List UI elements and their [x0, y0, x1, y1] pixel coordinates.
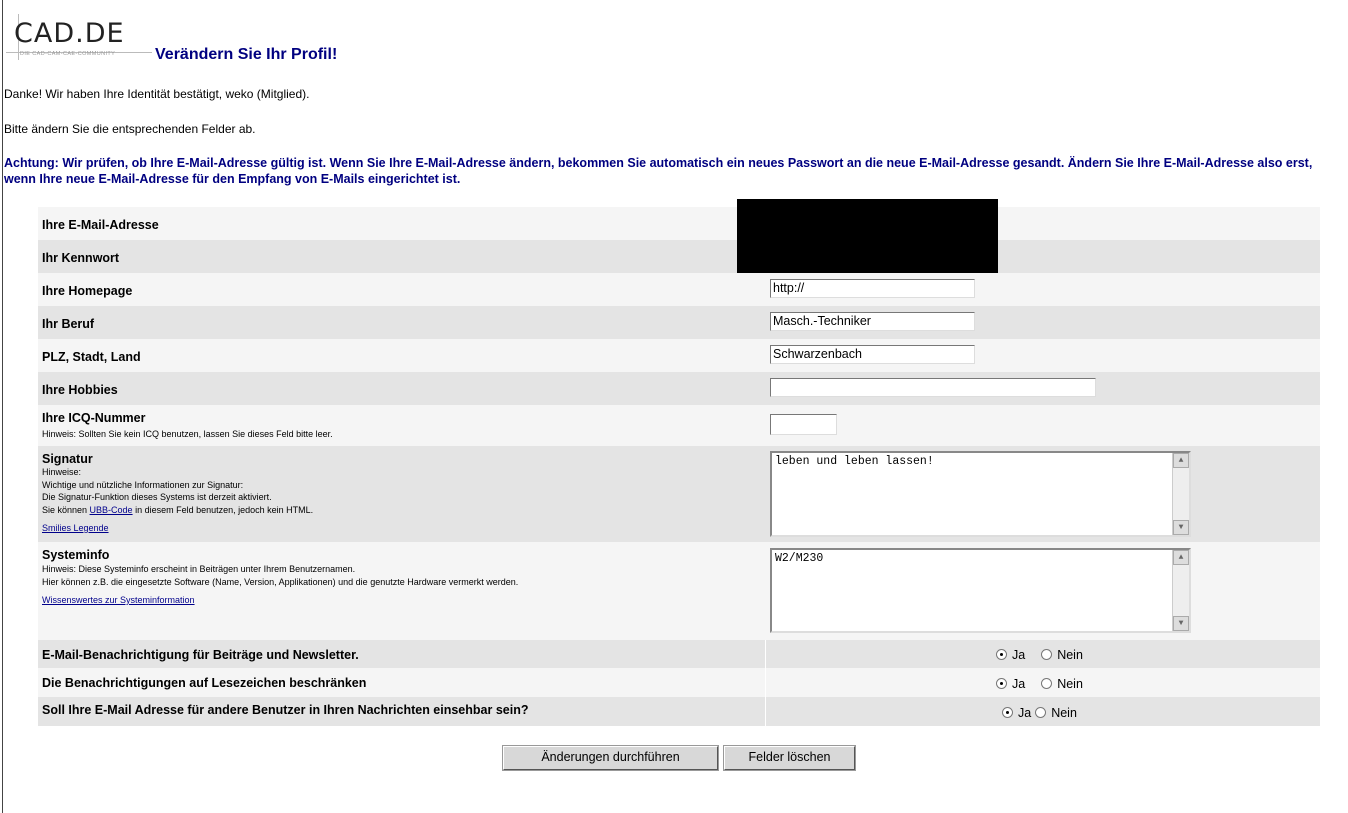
thanks-text: Danke! Wir haben Ihre Identität bestätigt, weko (Mitglied).	[4, 87, 310, 101]
visible-radio-group: Ja Nein	[1002, 706, 1085, 720]
row-job	[38, 306, 1320, 339]
scroll-up-icon[interactable]: ▲	[1173, 550, 1189, 565]
icq-hint: Hinweis: Sollten Sie kein ICQ benutzen, lassen Sie dieses Feld bitte leer.	[42, 429, 333, 439]
scroll-down-icon[interactable]: ▼	[1173, 616, 1189, 631]
homepage-label: Ihre Homepage	[42, 284, 133, 298]
sysinfo-scrollbar[interactable]	[1172, 550, 1189, 631]
notify-radio-group: Ja Nein	[996, 648, 1091, 662]
row-bookmarks	[38, 668, 1320, 697]
notify-yes-radio[interactable]	[996, 649, 1007, 660]
sysinfo-info-link[interactable]: Wissenswertes zur Systeminformation	[42, 595, 195, 605]
sysinfo-label: Systeminfo	[42, 548, 110, 562]
row-location	[38, 339, 1320, 372]
icq-label: Ihre ICQ-Nummer	[42, 411, 146, 425]
smilies-legend-link[interactable]: Smilies Legende	[42, 523, 109, 533]
hobbies-input[interactable]	[770, 378, 1096, 397]
scroll-up-icon[interactable]: ▲	[1173, 453, 1189, 468]
notify-no-radio[interactable]	[1041, 649, 1052, 660]
sysinfo-hint: Hinweis: Diese Systeminfo erscheint in Beiträgen unter Ihrem Benutzernamen. Hier können z.B. die eingesetzte Software (Name, Version, Applikationen) und die genutzte Hardware vermerkt werden.	[42, 564, 519, 587]
bookmarks-label: Die Benachrichtigungen auf Lesezeichen beschränken	[42, 676, 367, 690]
row-homepage	[38, 273, 1320, 306]
email-warning: Achtung: Wir prüfen, ob Ihre E-Mail-Adresse gültig ist. Wenn Sie Ihre E-Mail-Adresse ändern, bekommen Sie automatisch ein neues Passwort an die neue E-Mail-Adresse gesandt. Ändern Sie Ihre E-Mail-Adresse also erst, wenn Ihre neue E-Mail-Adresse für den Empfang von E-Mails eingerichtet ist.	[4, 156, 1313, 186]
logo-text: CAD.DE	[14, 18, 125, 49]
email-label: Ihre E-Mail-Adresse	[42, 218, 159, 232]
signature-hint: Hinweise: Wichtige und nützliche Informationen zur Signatur: Die Signatur-Funktion dieses Systems ist derzeit aktiviert. Sie können UBB-Code in diesem Feld benutzen, jedoch kein HTML.	[42, 467, 314, 515]
bookmarks-no-radio[interactable]	[1041, 678, 1052, 689]
left-border	[2, 0, 3, 813]
job-label: Ihr Beruf	[42, 317, 95, 331]
sysinfo-textarea[interactable]: W2/M230 ▲ ▼	[770, 548, 1191, 633]
row-password	[38, 240, 1320, 273]
row-hobbies	[38, 372, 1320, 405]
icq-input[interactable]	[770, 414, 837, 435]
signature-scrollbar[interactable]	[1172, 453, 1189, 535]
signature-label: Signatur	[42, 452, 93, 466]
scroll-down-icon[interactable]: ▼	[1173, 520, 1189, 535]
page-title: Verändern Sie Ihr Profil!	[155, 46, 338, 63]
hobbies-label: Ihre Hobbies	[42, 383, 118, 397]
job-input[interactable]: Masch.-Techniker	[770, 312, 975, 331]
row-email-visible	[38, 697, 1320, 726]
bookmarks-radio-group: Ja Nein	[996, 677, 1091, 691]
redacted-block	[737, 199, 998, 273]
instruction-text: Bitte ändern Sie die entsprechenden Felder ab.	[4, 122, 256, 136]
submit-changes-button[interactable]: Änderungen durchführen	[503, 746, 718, 770]
location-label: PLZ, Stadt, Land	[42, 350, 141, 364]
row-notify	[38, 640, 1320, 668]
row-icq	[38, 405, 1320, 446]
location-input[interactable]: Schwarzenbach	[770, 345, 975, 364]
cad-de-logo[interactable]	[6, 14, 152, 62]
visible-label: Soll Ihre E-Mail Adresse für andere Benutzer in Ihren Nachrichten einsehbar sein?	[42, 703, 529, 717]
reset-fields-button[interactable]: Felder löschen	[724, 746, 855, 770]
notify-label: E-Mail-Benachrichtigung für Beiträge und Newsletter.	[42, 648, 359, 662]
visible-no-radio[interactable]	[1035, 707, 1046, 718]
visible-yes-radio[interactable]	[1002, 707, 1013, 718]
ubb-code-link[interactable]: UBB-Code	[89, 504, 133, 515]
logo-subtitle: DIE CAD-CAM-CAE-COMMUNITY	[20, 51, 116, 57]
signature-textarea[interactable]: leben und leben lassen! ▲ ▼	[770, 451, 1191, 537]
bookmarks-yes-radio[interactable]	[996, 678, 1007, 689]
row-email	[38, 207, 1320, 240]
password-label: Ihr Kennwort	[42, 251, 120, 265]
homepage-input[interactable]: http://	[770, 279, 975, 298]
